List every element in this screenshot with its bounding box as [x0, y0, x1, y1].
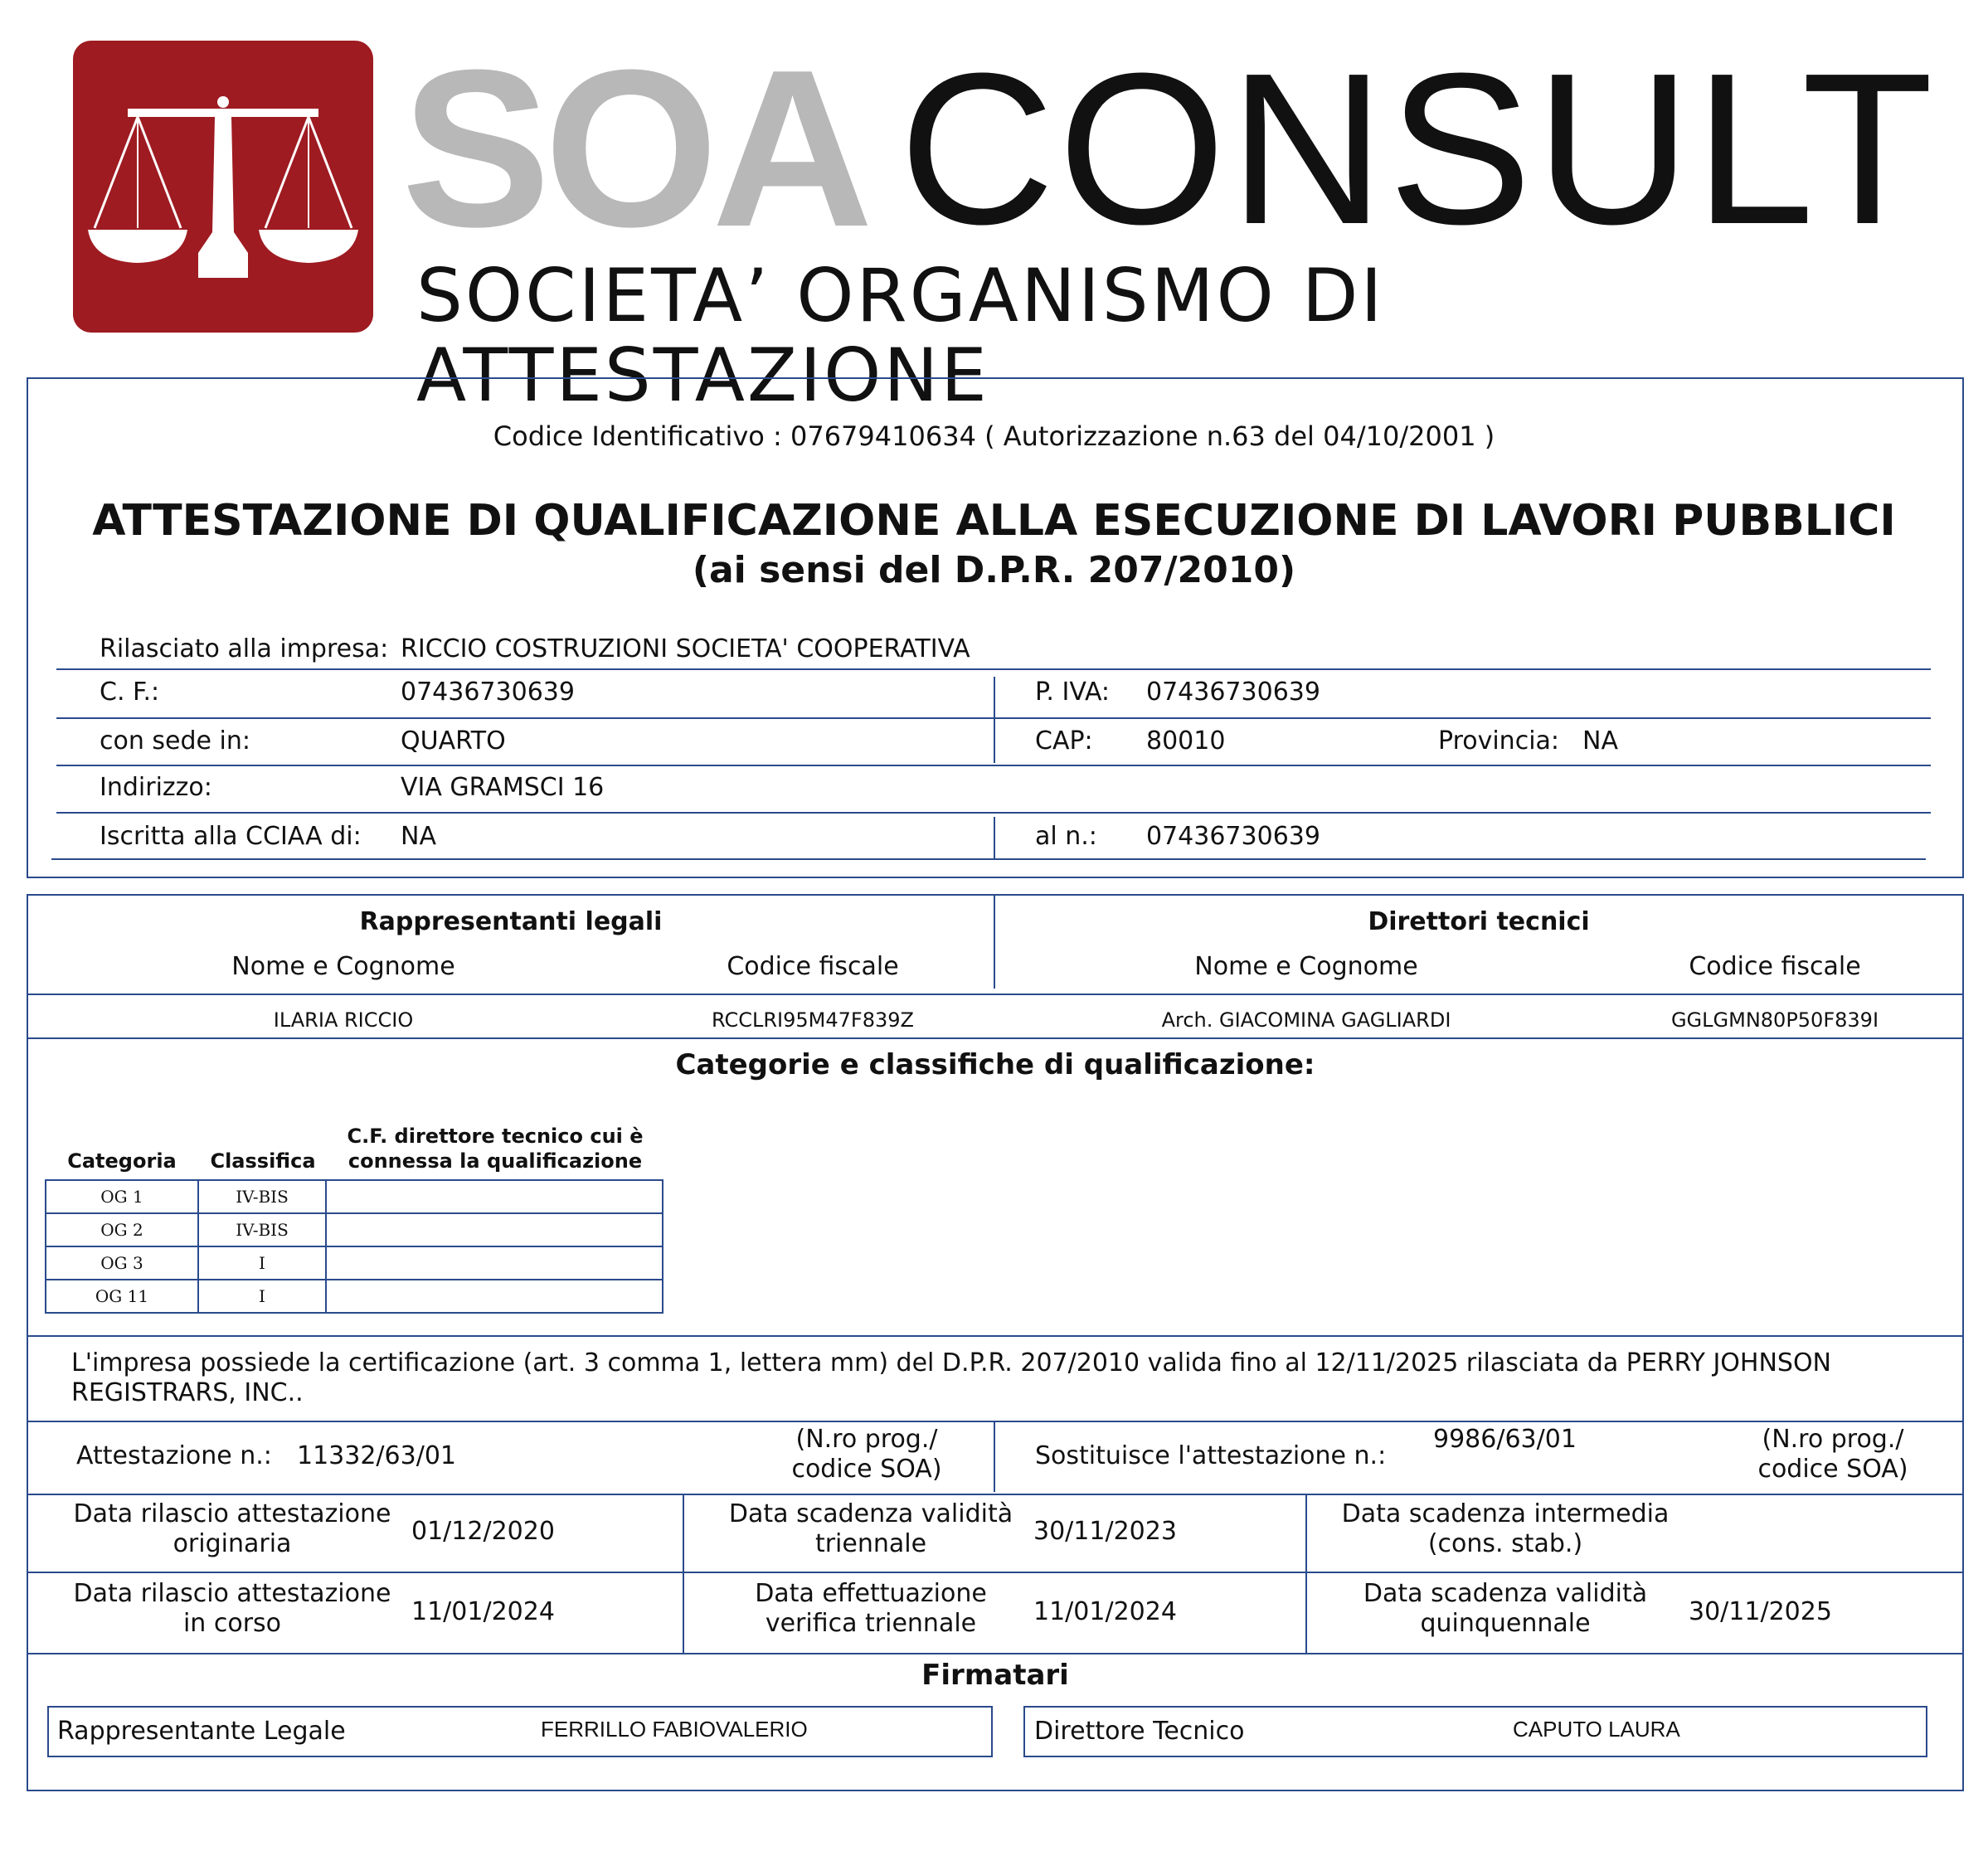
replaces-prog-1: (N.ro prog./ [1762, 1425, 1904, 1454]
col-cf-direttore-2: connessa la qualificazione [348, 1149, 643, 1173]
categories-title: Categorie e classifiche di qualificazione: [675, 1048, 1315, 1081]
director-cf-cell [326, 1280, 663, 1313]
sede-label: con sede in: [100, 726, 250, 756]
table-row [46, 1213, 663, 1246]
signatories-title: Firmatari [921, 1659, 1069, 1692]
classification-cell: I [198, 1246, 326, 1280]
tech-cf-col: Codice fiscale [1689, 952, 1861, 981]
legal-reps-header: Rappresentanti legali [359, 907, 663, 936]
prov-label: Provincia: [1438, 726, 1560, 756]
legal-name-col: Nome e Cognome [231, 952, 455, 981]
date-quinquennial-label-1: Data scadenza validità [1363, 1579, 1648, 1608]
date-verification-value: 11/01/2024 [1033, 1597, 1177, 1626]
categories-table [45, 1179, 663, 1314]
tech-signatory-name: CAPUTO LAURA [1513, 1717, 1680, 1742]
tech-directors-header: Direttori tecnici [1368, 907, 1590, 936]
director-cf-cell [326, 1246, 663, 1280]
date-original-value: 01/12/2020 [411, 1517, 555, 1546]
tech-name-col: Nome e Cognome [1194, 952, 1418, 981]
legal-signatory-name: FERRILLO FABIOVALERIO [541, 1717, 808, 1742]
replaces-value: 9986/63/01 [1433, 1425, 1577, 1454]
tech-director-name: Arch. GIACOMINA GAGLIARDI [1161, 1008, 1451, 1032]
category-cell: OG 1 [46, 1180, 198, 1213]
col-classifica: Classifica [210, 1149, 316, 1173]
director-cf-cell [326, 1213, 663, 1246]
certification-line-1: L'impresa possiede la certificazione (art. 3 comma 1, lettera mm) del D.P.R. 207/2010 valida fino al 12/11/2025 rilasciata da PERRY JOHNSON [71, 1348, 1832, 1377]
director-cf-cell [326, 1180, 663, 1213]
legal-signatory-label: Rappresentante Legale [57, 1717, 346, 1746]
table-row [46, 1246, 663, 1280]
category-cell: OG 11 [46, 1280, 198, 1313]
scales-icon [70, 37, 377, 336]
cap-label: CAP: [1035, 726, 1093, 756]
legal-rep-name: ILARIA RICCIO [273, 1008, 414, 1032]
cap-value: 80010 [1146, 726, 1226, 756]
document-title: ATTESTAZIONE DI QUALIFICAZIONE ALLA ESECUZIONE DI LAVORI PUBBLICI [92, 496, 1896, 546]
cciaa-value: NA [401, 822, 436, 851]
num-value: 07436730639 [1146, 822, 1320, 851]
date-triennial-expiry-label-2: triennale [814, 1529, 927, 1558]
piva-label: P. IVA: [1035, 678, 1111, 707]
logo-soa-text: SOA [401, 24, 868, 274]
prov-value: NA [1582, 726, 1618, 756]
certification-line-2: REGISTRARS, INC.. [71, 1378, 304, 1407]
date-current-label-2: in corso [182, 1609, 282, 1638]
date-current-value: 11/01/2024 [411, 1597, 555, 1626]
table-row [46, 1180, 663, 1213]
classification-cell: I [198, 1280, 326, 1313]
code-line: Codice Identificativo : 07679410634 ( Autorizzazione n.63 del 04/10/2001 ) [493, 420, 1495, 452]
piva-value: 07436730639 [1146, 678, 1320, 707]
addr-label: Indirizzo: [100, 773, 212, 802]
replaces-label: Sostituisce l'attestazione n.: [1035, 1441, 1387, 1470]
attestation-label: Attestazione n.: [76, 1441, 272, 1470]
date-verification-label-2: verifica triennale [765, 1609, 977, 1638]
table-row [46, 1280, 663, 1313]
date-original-label-1: Data rilascio attestazione [73, 1499, 391, 1528]
attestation-prog-2: codice SOA) [791, 1455, 942, 1484]
date-triennial-expiry-value: 30/11/2023 [1033, 1517, 1177, 1546]
issued-label: Rilasciato alla impresa: [100, 634, 389, 663]
legal-rep-cf: RCCLRI95M47F839Z [712, 1008, 914, 1032]
num-label: al n.: [1035, 822, 1097, 851]
date-intermediate-label-2: (cons. stab.) [1427, 1529, 1583, 1558]
classification-cell: IV-BIS [198, 1213, 326, 1246]
date-original-label-2: originaria [173, 1529, 292, 1558]
date-quinquennial-value: 30/11/2025 [1689, 1597, 1832, 1626]
category-cell: OG 3 [46, 1246, 198, 1280]
date-quinquennial-label-2: quinquennale [1420, 1609, 1591, 1638]
replaces-prog-2: codice SOA) [1757, 1455, 1908, 1484]
date-intermediate-label-1: Data scadenza intermedia [1341, 1499, 1670, 1528]
attestation-value: 11332/63/01 [297, 1441, 456, 1470]
category-cell: OG 2 [46, 1213, 198, 1246]
sede-value: QUARTO [401, 726, 506, 756]
classification-cell: IV-BIS [198, 1180, 326, 1213]
col-cf-direttore-1: C.F. direttore tecnico cui è [347, 1125, 644, 1148]
addr-value: VIA GRAMSCI 16 [401, 773, 605, 802]
logo [70, 24, 1937, 418]
cciaa-label: Iscritta alla CCIAA di: [100, 822, 362, 851]
attestation-prog-1: (N.ro prog./ [795, 1425, 938, 1454]
cf-value: 07436730639 [401, 678, 575, 707]
company-frame [27, 377, 1964, 878]
tech-signatory-label: Direttore Tecnico [1034, 1717, 1245, 1746]
logo-consult-text: CONSULT [899, 29, 1937, 270]
date-triennial-expiry-label-1: Data scadenza validità [728, 1499, 1013, 1528]
cf-label: C. F.: [100, 678, 160, 707]
logo-subtitle: SOCIETA’ ORGANISMO DI ATTESTAZIONE [416, 253, 1385, 418]
issued-value: RICCIO COSTRUZIONI SOCIETA' COOPERATIVA [401, 634, 970, 663]
legal-cf-col: Codice fiscale [727, 952, 899, 981]
tech-director-cf: GGLGMN80P50F839I [1670, 1008, 1879, 1032]
date-verification-label-1: Data effettuazione [755, 1579, 987, 1608]
date-current-label-1: Data rilascio attestazione [73, 1579, 391, 1608]
col-categoria: Categoria [67, 1149, 177, 1173]
document-subtitle: (ai sensi del D.P.R. 207/2010) [692, 549, 1296, 591]
